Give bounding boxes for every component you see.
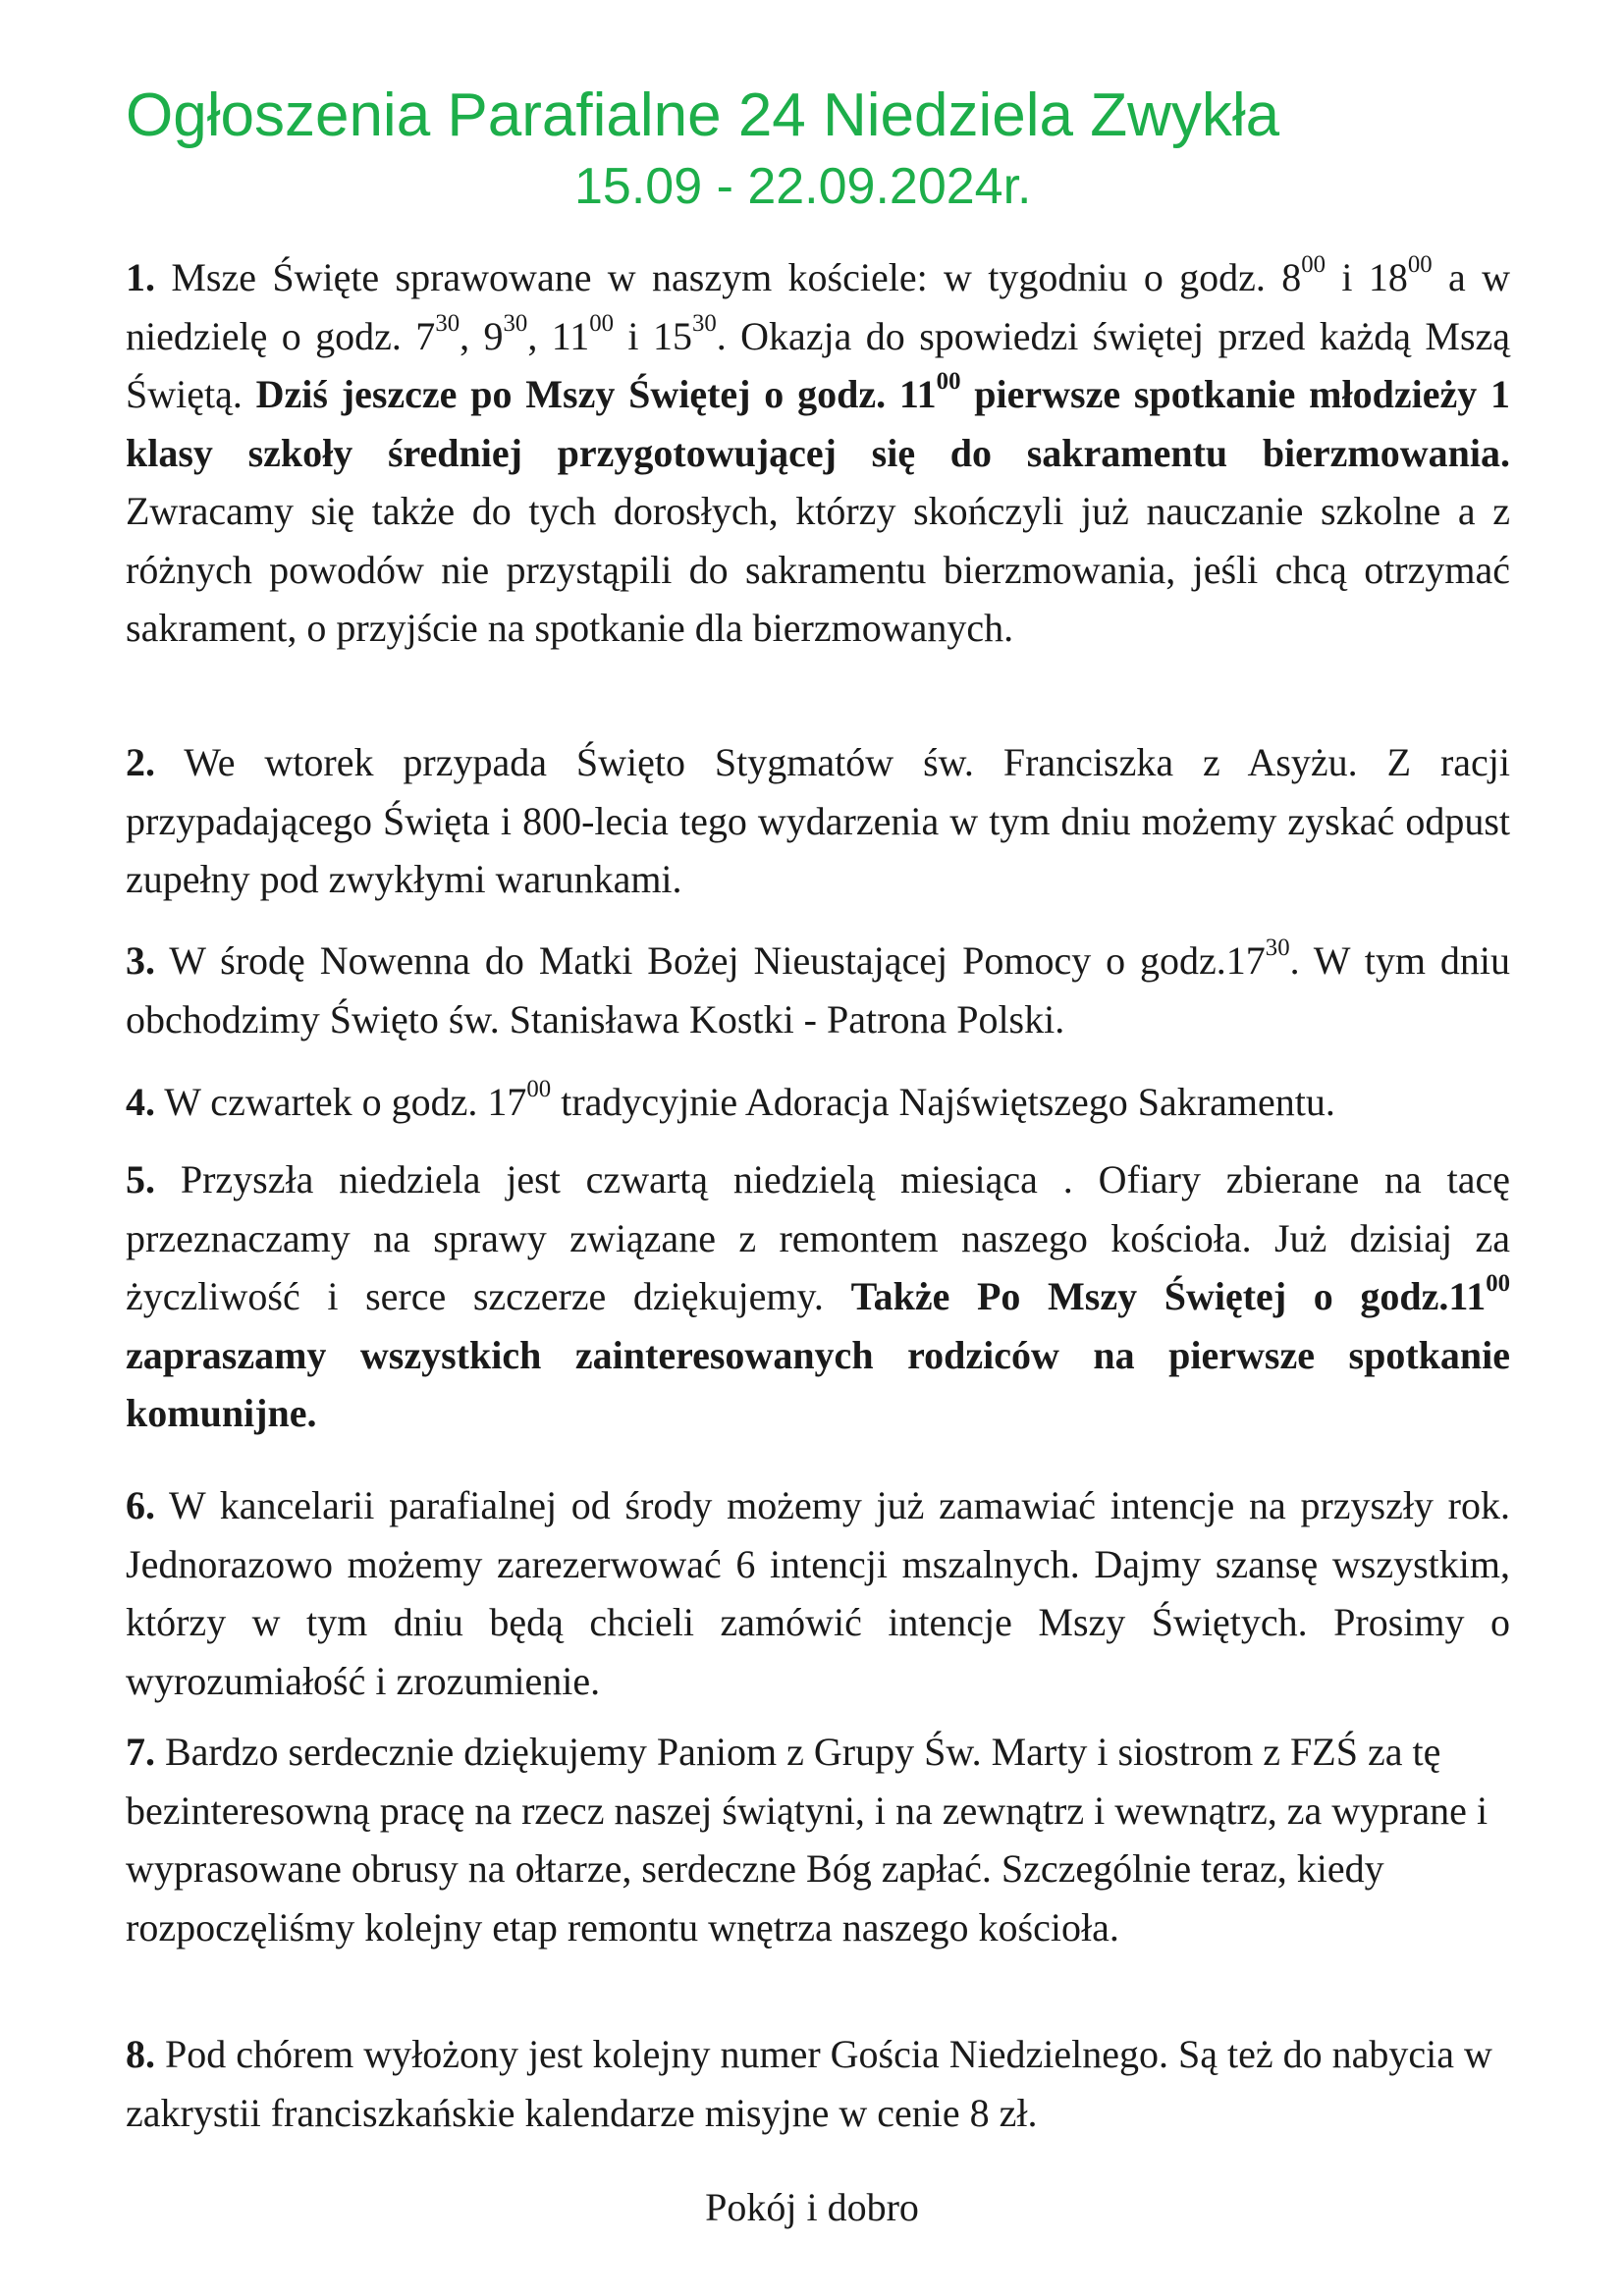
announcement-7 <box>126 1723 1510 1956</box>
announcement-text: , 9 <box>460 313 504 358</box>
announcement-bold-text: zapraszamy wszystkich zainteresowanych rodziców na pierwsze spotkanie komunijne. <box>126 1332 1510 1435</box>
page-title: Ogłoszenia Parafialne 24 Niedziela Zwykła <box>126 81 1280 149</box>
announcement-2 <box>126 733 1510 909</box>
announcement-text: Zwracamy się także do tych dorosłych, którzy skończyli już nauczanie szkolne a z różnych powodów nie przystąpili do sakramentu bierzmowania, jeśli chcą otrzymać sakrament, o przyjście na spotkanie dla bierzmowanych. <box>126 489 1510 650</box>
announcement-text: W kancelarii parafialnej od środy możemy już zamawiać intencje na przyszły rok. Jednorazowo możemy zarezerwować 6 intencji mszalnych. Dajmy szansę wszystkim, którzy w tym dniu będą chcieli zamówić intencje Mszy Świętych. Prosimy o wyrozumiałość i zrozumienie. <box>126 1483 1510 1703</box>
announcement-number: 8. <box>126 2032 155 2076</box>
announcement-text: i 18 <box>1326 255 1408 299</box>
announcement-text: Msze Święte sprawowane w naszym kościele: w tygodniu o godz. 8 <box>155 255 1302 299</box>
announcement-text: i 15 <box>614 313 692 358</box>
announcement-number: 3. <box>126 938 155 983</box>
announcement-bold-text: Także Po Mszy Świętej o godz.11 <box>850 1274 1487 1318</box>
time-superscript: 00 <box>526 1076 552 1103</box>
announcement-text: tradycyjnie Adoracja Najświętszego Sakramentu. <box>551 1080 1335 1124</box>
announcement-8 <box>126 2025 1510 2142</box>
announcement-number: 1. <box>126 255 155 299</box>
time-superscript: 00 <box>936 368 961 396</box>
announcement-text: W środę Nowenna do Matki Bożej Nieustającej Pomocy o godz.17 <box>155 938 1266 983</box>
time-superscript: 00 <box>589 309 615 337</box>
announcement-number: 7. <box>126 1730 155 1774</box>
announcement-text: a w niedzielę o godz. 7 <box>126 255 1510 358</box>
announcement-text: Pod chórem wyłożony jest kolejny numer Gościa Niedzielnego. Są też do nabycia w zakrystii franciszkańskie kalendarze misyjne w cenie 8 zł. <box>126 2032 1492 2135</box>
time-superscript: 00 <box>1407 251 1433 279</box>
time-superscript: 30 <box>691 309 717 337</box>
announcement-bold-text: pierwsze spotkanie młodzieży 1 klasy szkoły średniej przygotowującej się do sakramentu bierzmowania. <box>126 372 1510 475</box>
announcement-5 <box>126 1150 1510 1443</box>
announcement-text: We wtorek przypada Święto Stygmatów św. Franciszka z Asyżu. Z racji przypadającego Święta i 800-lecia tego wydarzenia w tym dniu możemy zyskać odpust zupełny pod zwykłymi warunkami. <box>126 740 1510 901</box>
announcement-1 <box>126 248 1510 658</box>
announcement-6 <box>126 1476 1510 1710</box>
announcement-number: 2. <box>126 740 155 784</box>
announcement-bold-text: Dziś jeszcze po Mszy Świętej o godz. 11 <box>255 372 937 416</box>
announcement-number: 6. <box>126 1483 155 1527</box>
date-range: 15.09 - 22.09.2024r. <box>574 158 1032 215</box>
announcement-3 <box>126 932 1510 1048</box>
announcement-4 <box>126 1073 1510 1132</box>
announcement-text: . W tym dniu obchodzimy Święto św. Stanisława Kostki - Patrona Polski. <box>126 938 1510 1041</box>
time-superscript: 30 <box>503 309 528 337</box>
announcement-number: 5. <box>126 1157 155 1201</box>
time-superscript: 00 <box>1486 1270 1510 1298</box>
time-superscript: 30 <box>435 309 460 337</box>
announcement-text: . Okazja do spowiedzi świętej przed każdą Mszą Świętą. <box>126 313 1511 416</box>
announcement-text: Przyszła niedziela jest czwartą niedzielą miesiąca . Ofiary zbierane na tacę przeznaczamy na sprawy związane z remontem naszego kościoła. Już dzisiaj za życzliwość i serce szczerze dziękujemy. <box>126 1157 1510 1318</box>
closing-greeting: Pokój i dobro <box>705 2185 919 2229</box>
announcement-text: W czwartek o godz. 17 <box>155 1080 527 1124</box>
announcement-text: , 11 <box>527 313 590 358</box>
time-superscript: 30 <box>1265 934 1290 962</box>
time-superscript: 00 <box>1301 251 1326 279</box>
announcement-number: 4. <box>126 1080 155 1124</box>
announcement-text: Bardzo serdecznie dziękujemy Paniom z Grupy Św. Marty i siostrom z FZŚ za tę bezinteresowną pracę na rzecz naszej świątyni, i na zewnątrz i wewnątrz, za wyprane i wyprasowane obrusy na ołtarze, serdeczne Bóg zapłać. Szczególnie teraz, kiedy rozpoczęliśmy kolejny etap remontu wnętrza naszego kościoła. <box>126 1730 1489 1949</box>
